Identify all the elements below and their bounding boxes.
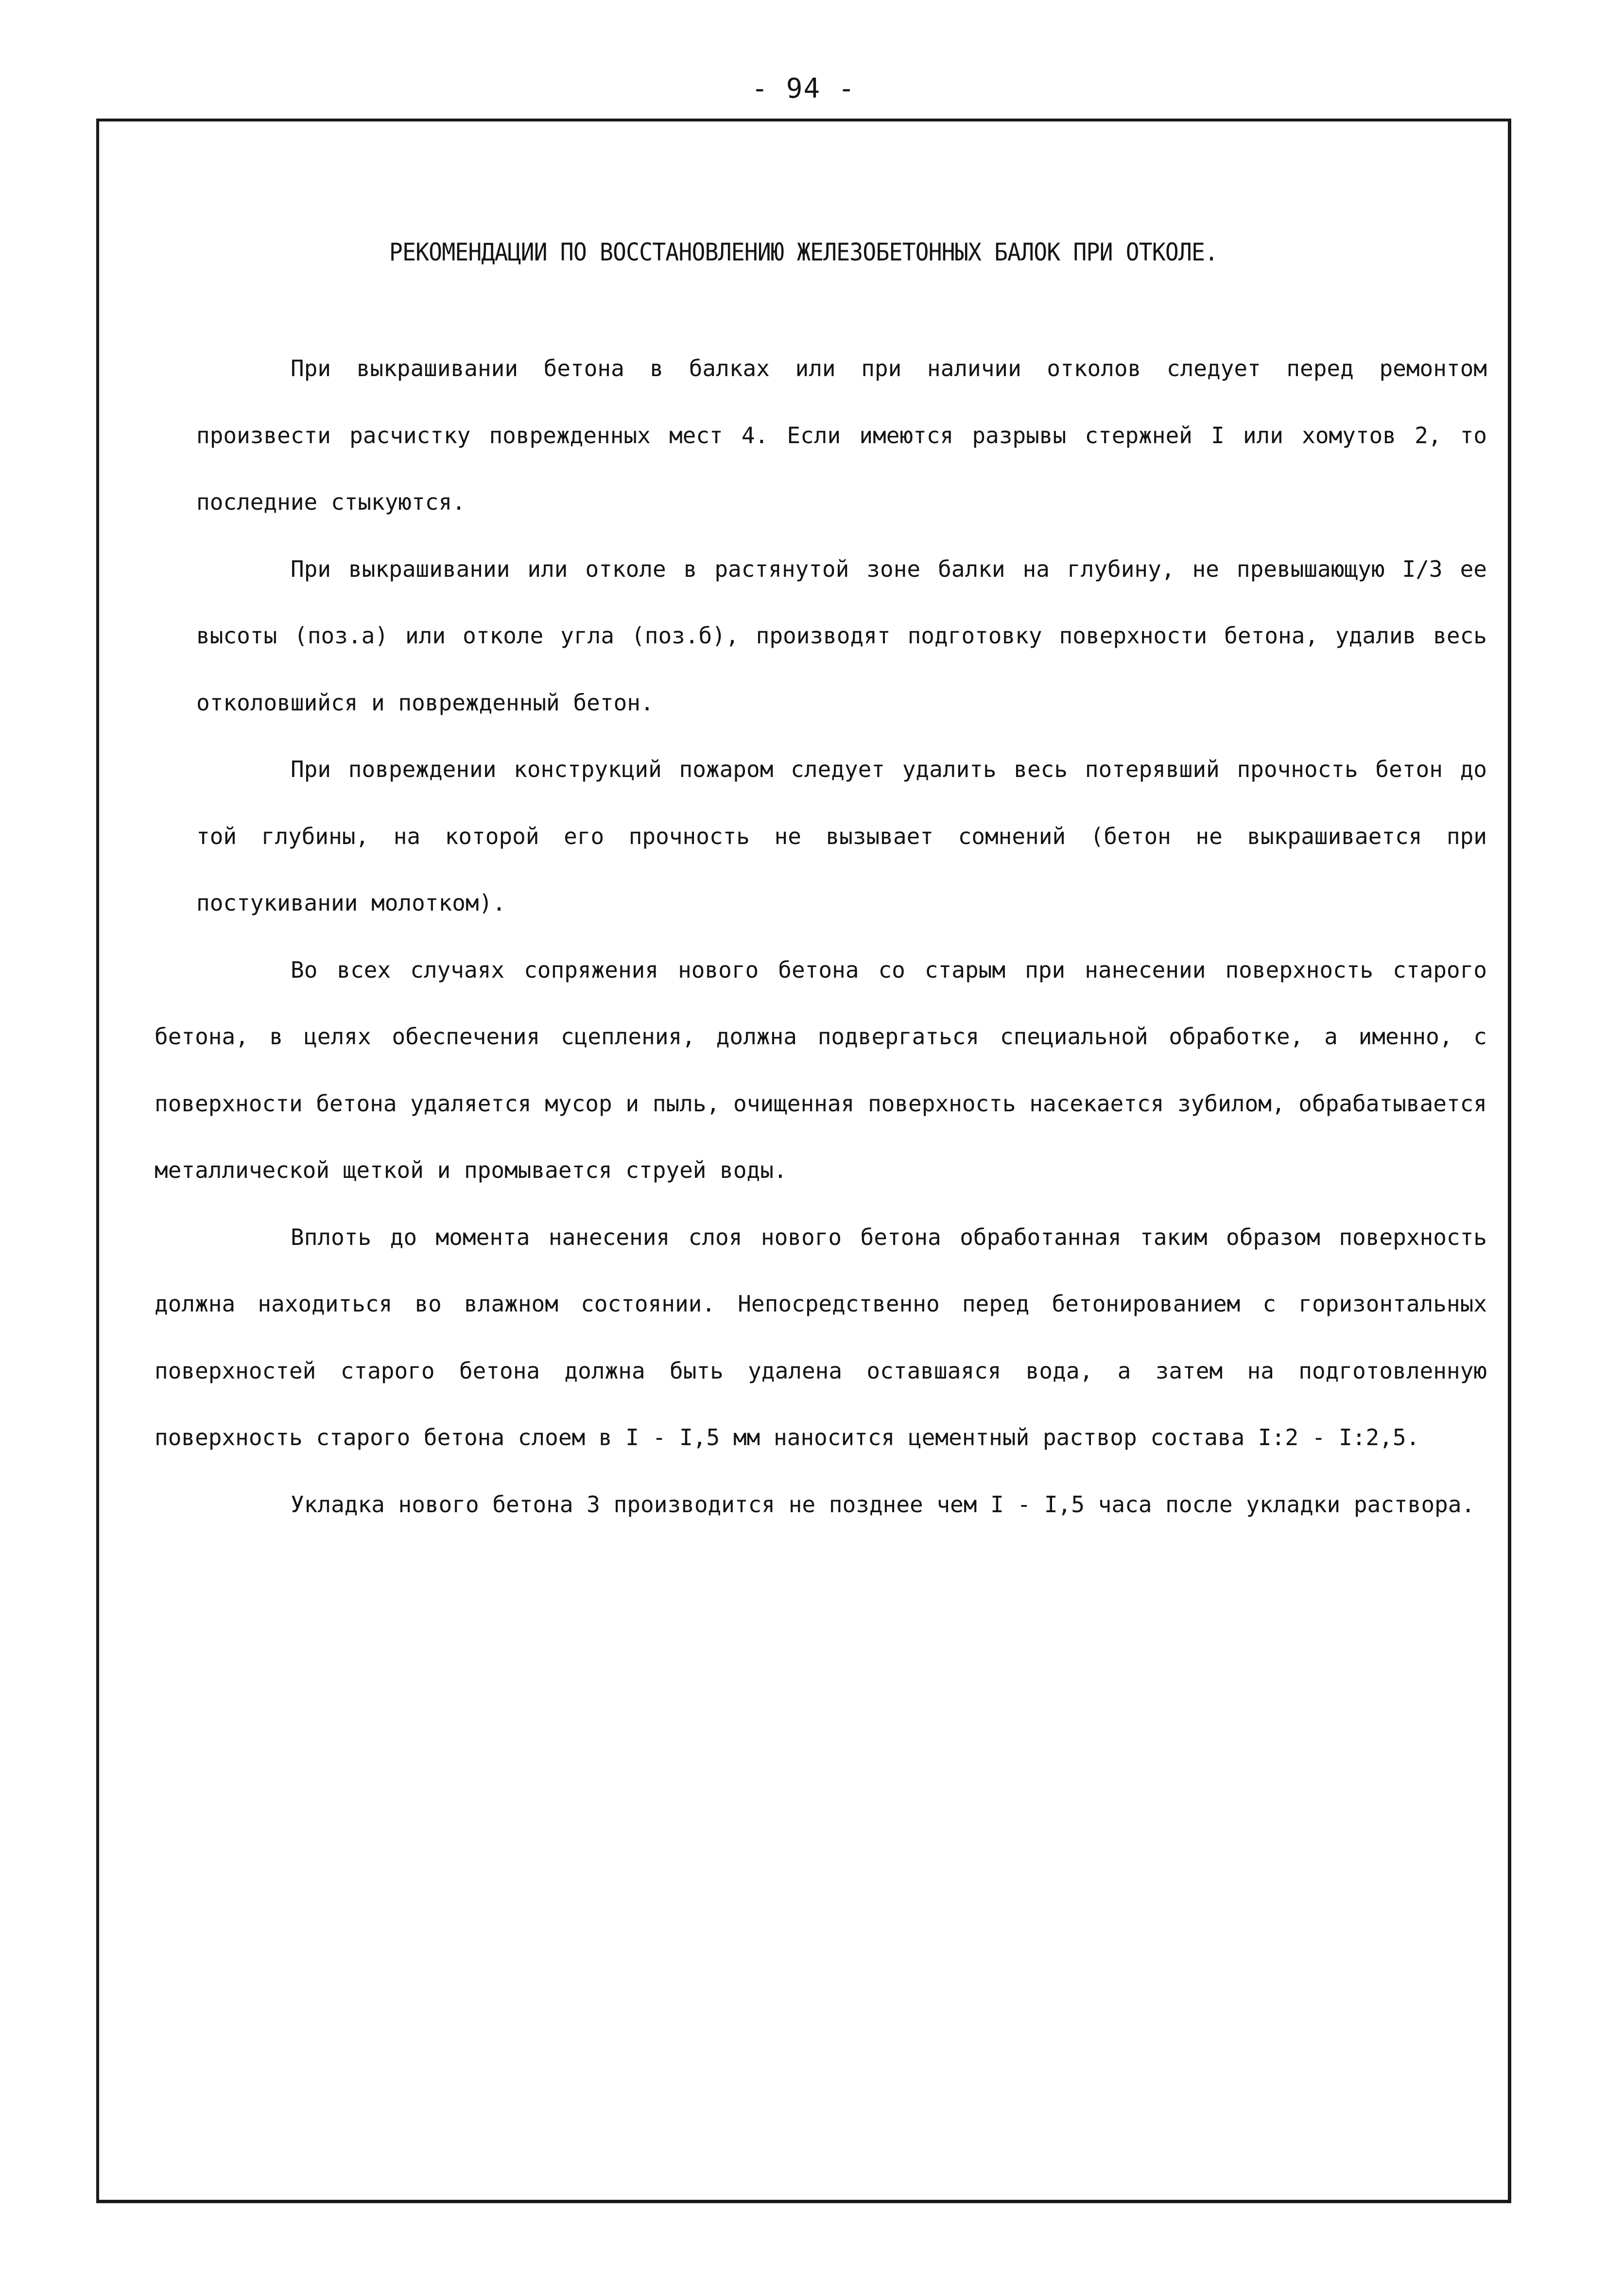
page-number: - 94 - — [751, 73, 856, 104]
paragraph-2: При выкрашивании или отколе в растянутой зоне балки на глубину, не превышающую I/3 ее высоты (поз.а) или отколе угла (поз.б), производят подготовку поверхности бетона, удалив весь отколовшийся и поврежденный бетон. — [196, 555, 1487, 716]
document-body — [155, 335, 1487, 1538]
paragraph-1: При выкрашивании бетона в балках или при наличии отколов следует перед ремонтом произвести расчистку поврежденных мест 4. Если имеются разрывы стержней I или хомутов 2, то последние стыкуются. — [196, 355, 1487, 515]
paragraph-5: Вплоть до момента нанесения слоя нового бетона обработанная таким образом поверхность должна находиться во влажном состоянии. Непосредственно перед бетонированием с горизонтальных поверхностей старого бетона должна быть удалена оставшаяся вода, а затем на подготовленную поверхность старого бетона слоем в I - I,5 мм наносится цементный раствор состава I:2 - I:2,5. — [155, 1224, 1487, 1450]
paragraph-6: Укладка нового бетона 3 производится не позднее чем I - I,5 часа после укладки раствора. — [291, 1491, 1475, 1518]
paragraph-4: Во всех случаях сопряжения нового бетона со старым при нанесении поверхность старого бетона, в целях обеспечения сцепления, должна подвергаться специальной обработке, а именно, с поверхности бетона удаляется мусор и пыль, очищенная поверхность насекается зубилом, обрабатывается металлической щеткой и промывается струей воды. — [155, 956, 1487, 1183]
paragraph-3: При повреждении конструкций пожаром следует удалить весь потерявший прочность бетон до той глубины, на которой его прочность не вызывает сомнений (бетон не выкрашивается при постукивании молотком). — [196, 756, 1487, 916]
document-title: РЕКОМЕНДАЦИИ ПО ВОССТАНОВЛЕНИЮ ЖЕЛЕЗОБЕТОННЫХ БАЛОК ПРИ ОТКОЛЕ. — [389, 238, 1218, 266]
